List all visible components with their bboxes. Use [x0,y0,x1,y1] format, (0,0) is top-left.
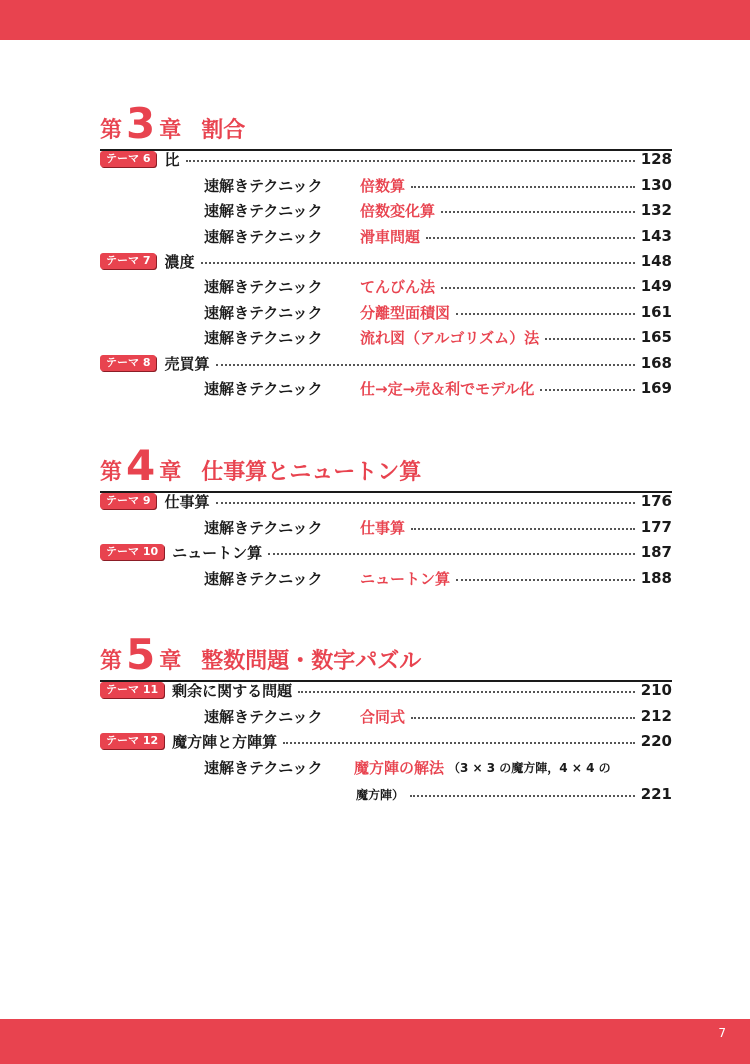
chapter-suffix: 章 [159,118,182,143]
leader-dots [298,691,635,693]
leader-dots [283,742,635,744]
leader-dots [456,579,635,581]
footer-band [0,1019,750,1064]
toc-entry-theme-6[interactable] [100,147,672,171]
topic-title: 比 [164,150,180,169]
leader-dots [201,262,635,264]
chapter-title: 割合 [201,118,246,143]
topic-title: 仕事算 [164,492,210,511]
topic-title: 魔方陣と方陣算 [172,732,278,751]
page-ref: 130 [640,176,672,194]
leader-dots [441,211,635,213]
chapter-5-heading [100,631,421,677]
page-ref: 149 [640,277,672,295]
page-number: 7 [718,1026,726,1040]
leader-dots [410,795,635,797]
technique-lead: 速解きテクニック [204,201,323,220]
technique-title: 仕事算 [360,518,406,537]
chapter-prefix: 第 [100,118,123,143]
toc-technique-entry[interactable] [204,515,672,539]
technique-title: 滑車問題 [360,227,421,246]
theme-badge: テーマ 6 [100,151,156,167]
toc-technique-entry[interactable] [204,704,672,728]
topic-title: 剰余に関する問題 [172,681,293,700]
leader-dots [456,313,635,315]
leader-dots [216,364,635,366]
leader-dots [545,338,635,340]
page-ref: 165 [640,328,672,346]
page-ref: 221 [640,785,672,803]
toc-technique-entry[interactable] [204,325,672,349]
theme-badge: テーマ 10 [100,544,164,560]
technique-lead: 速解きテクニック [204,379,323,398]
toc-technique-entry[interactable] [204,274,672,298]
page-ref: 220 [640,732,672,750]
page-ref: 188 [640,569,672,587]
page-ref: 168 [640,354,672,372]
page-ref: 132 [640,201,672,219]
chapter-4-heading [100,442,421,488]
topic-title: ニュートン算 [172,543,263,562]
theme-badge: テーマ 12 [100,733,164,749]
technique-title: 流れ図（アルゴリズム）法 [360,328,540,347]
toc-technique-continuation[interactable] [356,782,672,806]
toc-technique-entry[interactable] [204,224,672,248]
toc-technique-entry[interactable] [204,376,672,400]
toc-entry-theme-9[interactable] [100,489,672,513]
chapter-number: 3 [126,99,156,148]
technique-title: 合同式 [360,707,406,726]
leader-dots [411,717,635,719]
technique-note: （3 × 3 の魔方陣，4 × 4 の [448,760,611,775]
toc-technique-entry[interactable] [204,566,672,590]
technique-title: 分離型面積図 [360,303,451,322]
leader-dots [186,160,635,162]
page-ref: 148 [640,252,672,270]
page-ref: 161 [640,303,672,321]
technique-lead: 速解きテクニック [204,569,323,588]
chapter-title: 仕事算とニュートン算 [201,460,422,485]
toc-entry-theme-10[interactable] [100,540,672,564]
chapter-number: 5 [126,630,156,679]
technique-lead: 速解きテクニック [204,758,323,777]
page-ref: 169 [640,379,672,397]
page-ref: 143 [640,227,672,245]
leader-dots [411,528,635,530]
technique-lead: 速解きテクニック [204,328,323,347]
technique-lead: 速解きテクニック [204,176,323,195]
topic-title: 濃度 [164,252,195,271]
toc-entry-theme-8[interactable] [100,351,672,375]
leader-dots [411,186,635,188]
theme-badge: テーマ 7 [100,253,156,269]
page-ref: 128 [640,150,672,168]
topic-title: 売買算 [164,354,210,373]
leader-dots [216,502,635,504]
page-ref: 177 [640,518,672,536]
leader-dots [268,553,635,555]
technique-title: ニュートン算 [360,569,451,588]
technique-lead: 速解きテクニック [204,277,323,296]
technique-title: 倍数変化算 [360,201,436,220]
technique-title: てんびん法 [360,277,436,296]
leader-dots [540,389,634,391]
toc-technique-entry[interactable] [204,300,672,324]
chapter-prefix: 第 [100,649,123,674]
technique-title: 魔方陣の解法 [354,758,445,777]
technique-lead: 速解きテクニック [204,707,323,726]
technique-title: 仕→定→売＆利でモデル化 [360,379,535,398]
technique-lead: 速解きテクニック [204,518,323,537]
technique-lead: 速解きテクニック [204,303,323,322]
page-ref: 210 [640,681,672,699]
leader-dots [426,237,635,239]
page-ref: 187 [640,543,672,561]
toc-entry-theme-11[interactable] [100,678,672,702]
chapter-3-heading [100,100,245,146]
theme-badge: テーマ 11 [100,682,164,698]
toc-entry-theme-12[interactable] [100,729,672,753]
technique-lead: 速解きテクニック [204,227,323,246]
chapter-number: 4 [126,441,156,490]
header-band [0,0,750,40]
chapter-prefix: 第 [100,460,123,485]
chapter-title: 整数問題・数字パズル [201,649,422,674]
theme-badge: テーマ 9 [100,493,156,509]
leader-dots [441,287,635,289]
theme-badge: テーマ 8 [100,355,156,371]
chapter-suffix: 章 [159,649,182,674]
page-ref: 212 [640,707,672,725]
chapter-suffix: 章 [159,460,182,485]
toc-entry-theme-7[interactable] [100,249,672,273]
page-ref: 176 [640,492,672,510]
toc-technique-entry[interactable] [204,756,672,778]
toc-technique-entry[interactable] [204,173,672,197]
technique-title: 倍数算 [360,176,406,195]
technique-note-continuation: 魔方陣） [356,787,405,802]
toc-technique-entry[interactable] [204,198,672,222]
